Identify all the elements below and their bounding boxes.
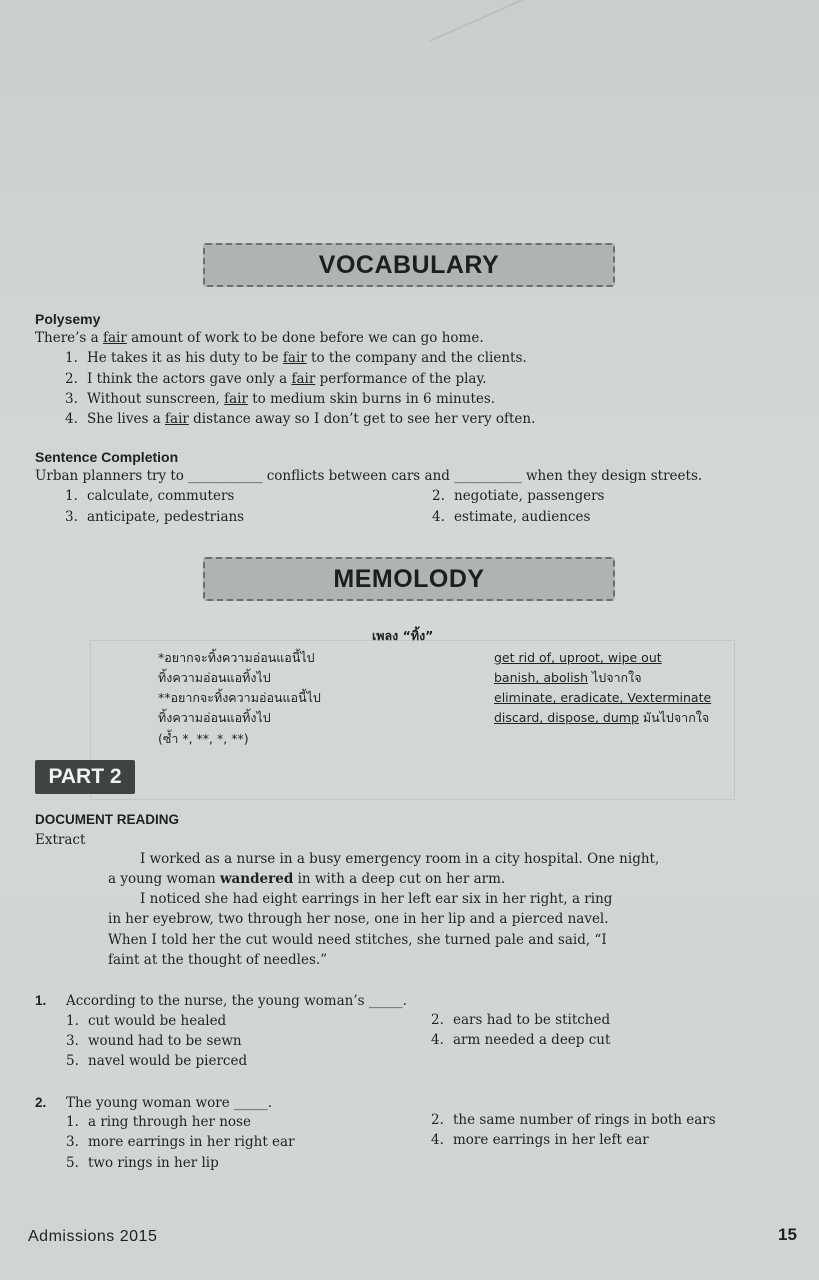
answer-option[interactable]: 2. ears had to be stitched (431, 1012, 611, 1028)
sentence-completion-title: Sentence Completion (35, 449, 179, 465)
vocab-line: discard, dispose, dump มันไปจากใจ (494, 710, 710, 725)
lyric-line: ทิ้งความอ่อนแอทิ้งไป (158, 670, 271, 685)
footer-title: Admissions 2015 (28, 1228, 158, 1245)
song-title: เพลง “ทิ้ง” (372, 628, 434, 643)
passage-line: faint at the thought of needles.” (108, 952, 328, 968)
passage-line: a young woman wandered in with a deep cut on her arm. (108, 871, 506, 887)
answer-option[interactable]: 5. two rings in her lip (66, 1155, 219, 1171)
vocab-line: banish, abolish ไปจากใจ (494, 670, 642, 685)
passage-line: I noticed she had eight earrings in her left ear six in her right, a ring (140, 891, 613, 907)
vocabulary-banner (203, 243, 615, 287)
paper-crease (430, 0, 796, 42)
answer-option[interactable]: 3. wound had to be sewn (66, 1033, 242, 1049)
passage-line: in her eyebrow, two through her nose, one in her lip and a pierced navel. (108, 911, 609, 927)
polysemy-item: 1. He takes it as his duty to be fair to the company and the clients. (65, 350, 527, 366)
memolody-banner-text: MEMOLODY (333, 564, 485, 593)
sc-option: 3. anticipate, pedestrians (65, 509, 245, 525)
answer-option[interactable]: 1. a ring through her nose (66, 1114, 251, 1130)
part-2-label: PART 2 (48, 765, 122, 788)
document-reading-title: DOCUMENT READING (35, 812, 179, 827)
answer-option[interactable]: 1. cut would be healed (66, 1013, 227, 1029)
vocab-line: get rid of, uproot, wipe out (494, 650, 662, 665)
part-2-badge (35, 760, 135, 794)
sc-option: 2. negotiate, passengers (432, 488, 605, 504)
lyric-repeat: (ซ้ำ *, **, *, **) (158, 731, 249, 746)
polysemy-item: 4. She lives a fair distance away so I don’t get to see her very often. (65, 411, 536, 427)
polysemy-intro: There’s a fair amount of work to be done before we can go home. (35, 330, 484, 346)
answer-option[interactable]: 4. arm needed a deep cut (431, 1032, 611, 1048)
passage-line: When I told her the cut would need stitches, she turned pale and said, “I (108, 932, 607, 948)
lyric-line: **อยากจะทิ้งความอ่อนแอนี้ไป (158, 690, 321, 705)
memolody-banner (203, 557, 615, 601)
answer-option[interactable]: 3. more earrings in her right ear (66, 1134, 295, 1150)
page-number: 15 (778, 1225, 797, 1244)
question-1: 1. According to the nurse, the young woman’s _____. (35, 993, 407, 1009)
answer-option[interactable]: 2. the same number of rings in both ears (431, 1112, 716, 1128)
lyric-line: ทิ้งความอ่อนแอทิ้งไป (158, 710, 271, 725)
sentence-completion-stem: Urban planners try to ___________ conflicts between cars and __________ when they design streets. (35, 468, 703, 484)
polysemy-item: 2. I think the actors gave only a fair performance of the play. (65, 371, 487, 387)
vocab-line: eliminate, eradicate, Vexterminate (494, 690, 712, 705)
sc-option: 1. calculate, commuters (65, 488, 235, 504)
sc-option: 4. estimate, audiences (432, 509, 591, 525)
answer-option[interactable]: 5. navel would be pierced (66, 1053, 248, 1069)
polysemy-title: Polysemy (35, 311, 101, 327)
polysemy-item: 3. Without sunscreen, fair to medium skin burns in 6 minutes. (65, 391, 496, 407)
question-2: 2. The young woman wore _____. (35, 1095, 273, 1111)
lyric-line: *อยากจะทิ้งความอ่อนแอนี้ไป (158, 650, 315, 665)
extract-label: Extract (35, 832, 86, 848)
vocabulary-banner-text: VOCABULARY (318, 250, 500, 279)
passage-line: I worked as a nurse in a busy emergency room in a city hospital. One night, (140, 851, 660, 867)
answer-option[interactable]: 4. more earrings in her left ear (431, 1132, 649, 1148)
